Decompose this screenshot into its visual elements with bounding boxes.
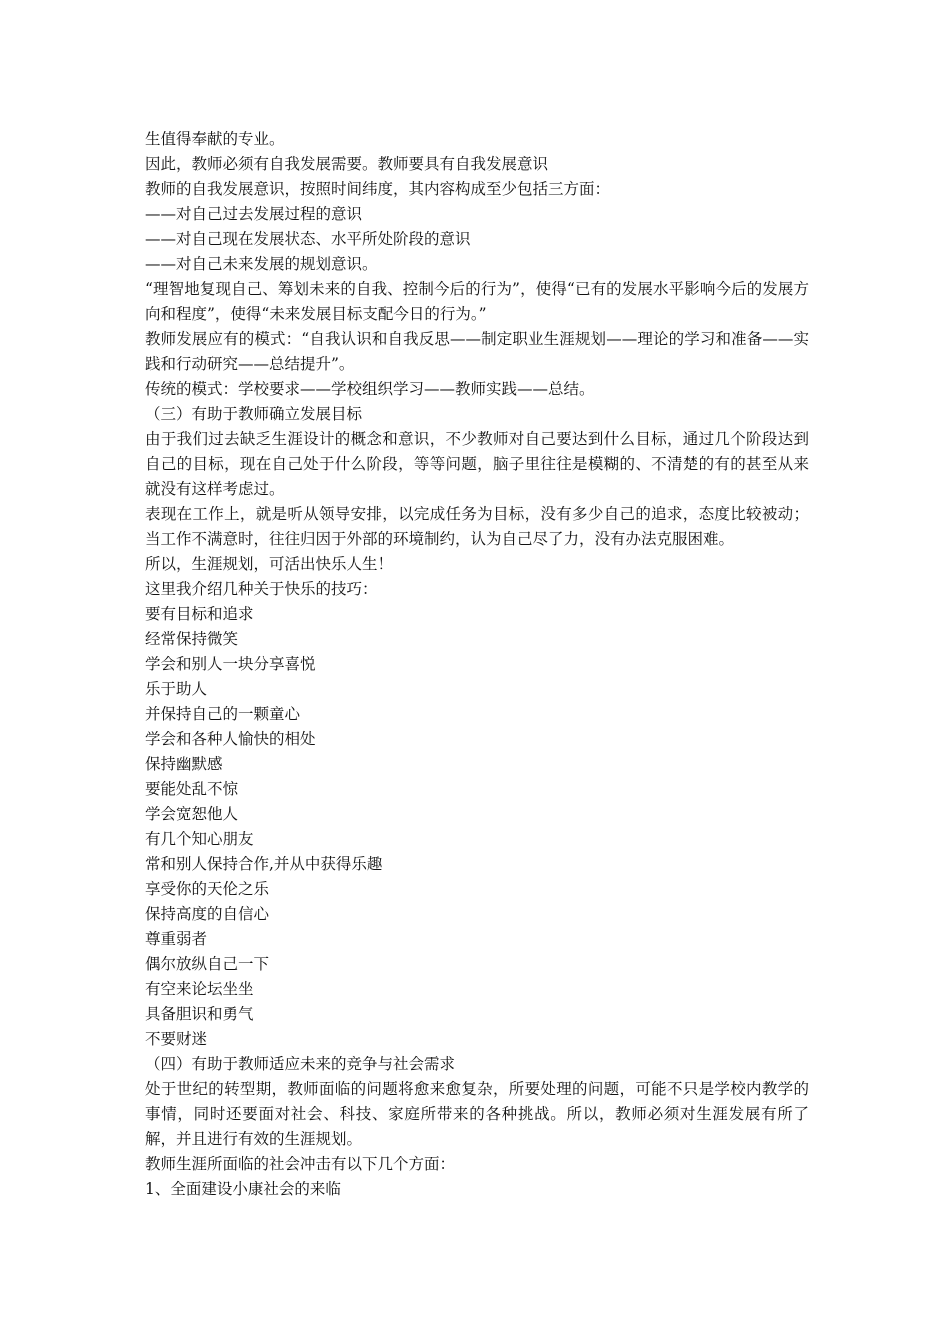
- paragraph: 要有目标和追求: [145, 605, 254, 623]
- paragraph: “理智地复现自己、筹划未来的自我、控制今后的行为”，使得“已有的发展水平影响今后的发展方向和程度”，使得“未来发展目标支配今日的行为。”: [145, 280, 809, 323]
- paragraph: ——对自己现在发展状态、水平所处阶段的意识: [145, 230, 471, 248]
- paragraph: 这里我介绍几种关于快乐的技巧：: [145, 580, 378, 598]
- paragraph: ——对自己未来发展的规划意识。: [145, 255, 378, 273]
- paragraph: 保持高度的自信心: [145, 905, 270, 923]
- paragraph: 偶尔放纵自己一下: [145, 955, 270, 973]
- paragraph: 学会宽恕他人: [145, 805, 239, 823]
- paragraph: 处于世纪的转型期，教师面临的问题将愈来愈复杂，所要处理的问题，可能不只是学校内教学的事情，同时还要面对社会、科技、家庭所带来的各种挑战。所以，教师必须对生涯发展有所了解，并且进行有效的生涯规划。: [145, 1080, 809, 1148]
- paragraph: 教师发展应有的模式：“自我认识和自我反思——制定职业生涯规划——理论的学习和准备——实践和行动研究——总结提升”。: [145, 330, 809, 373]
- paragraph: 享受你的天伦之乐: [145, 880, 270, 898]
- paragraph: 要能处乱不惊: [145, 780, 239, 798]
- paragraph: 由于我们过去缺乏生涯设计的概念和意识，不少教师对自己要达到什么目标，通过几个阶段达到自己的目标，现在自己处于什么阶段，等等问题，脑子里往往是模糊的、不清楚的有的甚至从来就没有这样考虑过。: [145, 430, 809, 498]
- paragraph: ——对自己过去发展过程的意识: [145, 205, 363, 223]
- paragraph: 教师的自我发展意识，按照时间纬度，其内容构成至少包括三方面：: [145, 180, 611, 198]
- paragraph: 有空来论坛坐坐: [145, 980, 254, 998]
- paragraph: 表现在工作上，就是听从领导安排，以完成任务为目标，没有多少自己的追求，态度比较被动；当工作不满意时，往往归因于外部的环境制约，认为自己尽了力，没有办法克服困难。: [145, 505, 809, 548]
- paragraph: 保持幽默感: [145, 755, 223, 773]
- paragraph: 有几个知心朋友: [145, 830, 254, 848]
- paragraph: 不要财迷: [145, 1030, 208, 1048]
- paragraph: 所以，生涯规划，可活出快乐人生！: [145, 555, 394, 573]
- paragraph: 乐于助人: [145, 680, 208, 698]
- paragraph: 尊重弱者: [145, 930, 208, 948]
- paragraph: 经常保持微笑: [145, 630, 239, 648]
- paragraph: 并保持自己的一颗童心: [145, 705, 301, 723]
- paragraph: （三）有助于教师确立发展目标: [145, 405, 363, 423]
- document-body: [145, 127, 809, 1202]
- paragraph: 1、全面建设小康社会的来临: [145, 1180, 341, 1198]
- paragraph: 常和别人保持合作,并从中获得乐趣: [145, 855, 383, 873]
- paragraph: 因此，教师必须有自我发展需要。教师要具有自我发展意识: [145, 155, 549, 173]
- paragraph: 具备胆识和勇气: [145, 1005, 254, 1023]
- paragraph: （四）有助于教师适应未来的竞争与社会需求: [145, 1055, 456, 1073]
- paragraph: 学会和各种人愉快的相处: [145, 730, 316, 748]
- paragraph: 教师生涯所面临的社会冲击有以下几个方面：: [145, 1155, 456, 1173]
- paragraph: 学会和别人一块分享喜悦: [145, 655, 316, 673]
- paragraph: 传统的模式：学校要求——学校组织学习——教师实践——总结。: [145, 380, 595, 398]
- paragraph: 生值得奉献的专业。: [145, 130, 285, 148]
